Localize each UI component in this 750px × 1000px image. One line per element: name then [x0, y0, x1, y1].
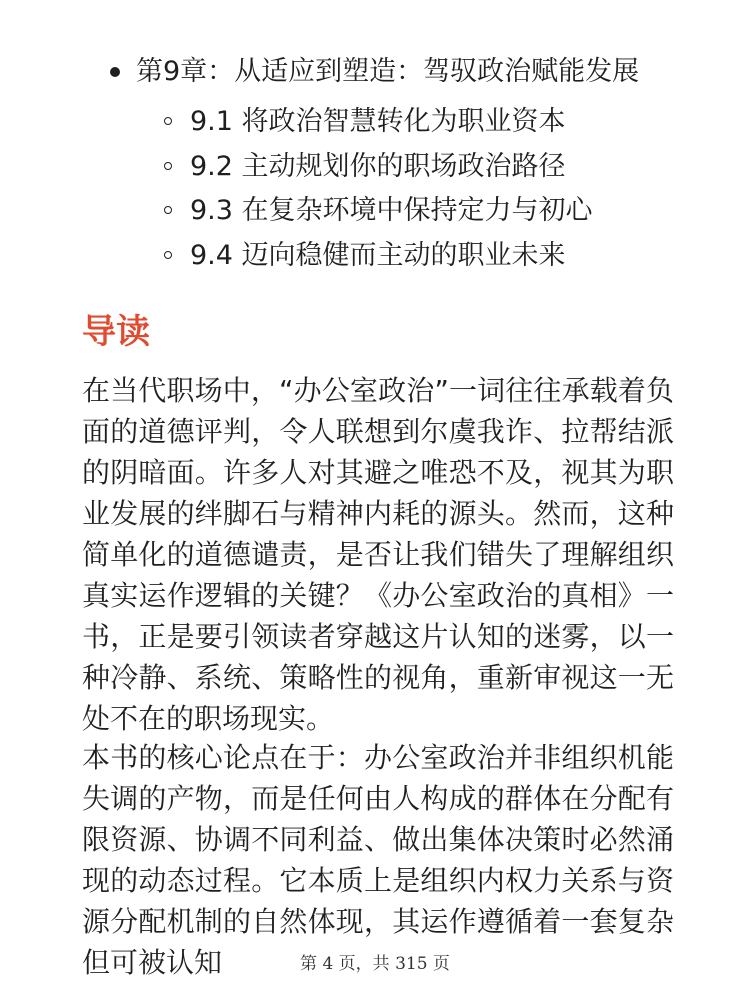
- section-heading: 导读: [82, 312, 150, 352]
- body-paragraph: 在当代职场中，“办公室政治”一词往往承载着负面的道德评判，令人联想到尔虞我诈、拉帮结派的阴暗面。许多人对其避之唯恐不及，视其为职业发展的绊脚石与精神内耗的源头。然而，这种简单化的道德谴责，是否让我们错失了理解组织真实运作逻辑的关键？《办公室政治的真相》一书，正是要引领读者穿越这片认知的迷雾，以一种冷静、系统、策略性的视角，重新审视这一无处不在的职场现实。: [82, 374, 674, 735]
- bullet-circle-icon: [164, 206, 172, 214]
- toc-chapter-title: 第9章：从适应到塑造：驾驭政治赋能发展: [136, 56, 640, 87]
- bullet-circle-icon: [164, 117, 172, 125]
- toc-chapter-item: [110, 52, 710, 278]
- body-paragraph: 本书的核心论点在于：办公室政治并非组织机能失调的产物，而是任何由人构成的群体在分配有限资源、协调不同利益、做出集体决策时必然涌现的动态过程。它本质上是组织内权力关系与资源分配机制的自然体现，其运作遵循着一套复杂但可被认知: [82, 741, 674, 979]
- toc-section-item: [164, 189, 710, 234]
- bullet-disc-icon: [110, 67, 120, 77]
- toc-sub-list: [136, 100, 710, 278]
- toc-section-title: 9.2 主动规划你的职场政治路径: [190, 150, 566, 182]
- toc-section-item: [164, 234, 710, 279]
- bullet-circle-icon: [164, 162, 172, 170]
- toc-section-title: 9.4 迈向稳健而主动的职业未来: [190, 239, 566, 271]
- toc-section-title: 9.1 将政治智慧转化为职业资本: [190, 106, 566, 137]
- bullet-circle-icon: [164, 251, 172, 259]
- page-number: 第 4 页，共 315 页: [300, 954, 450, 974]
- toc-section-item: [164, 145, 710, 190]
- toc-section-item: [164, 100, 710, 145]
- toc-list: [110, 52, 710, 278]
- toc-section-title: 9.3 在复杂环境中保持定力与初心: [190, 195, 593, 226]
